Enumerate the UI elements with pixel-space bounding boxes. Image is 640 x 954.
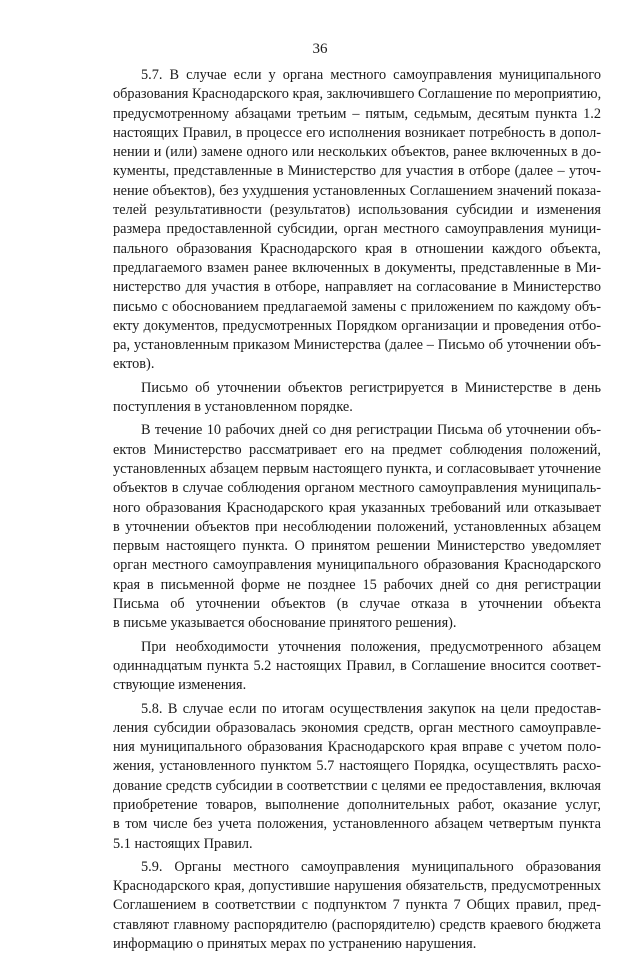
text-line: образования Краснодарского края, заключившего Соглашение по мероприятию, — [113, 86, 601, 103]
text-line: первым настоящего пункта. О принятом решении Министерство уведомляет — [113, 538, 601, 555]
text-line: екту документов, предусмотренных Порядком организации и проведения отбо- — [113, 317, 601, 334]
text-line: поступления в установленном порядке. — [113, 399, 353, 416]
text-line: 5.9. Органы местного самоуправления муниципального образования — [141, 858, 601, 875]
document-body — [113, 66, 601, 954]
text-line: телей результативности (результатов) использования субсидии и изменения — [113, 202, 601, 219]
text-line: Письма об уточнении объектов (в случае отказа в уточнении объекта — [113, 596, 601, 613]
text-line: дование средств субсидии в соответствии с целями ее предоставления, включая — [113, 777, 601, 794]
text-line: 5.8. В случае если по итогам осуществления закупок на цели предостав- — [141, 700, 601, 717]
text-line: объектов в случае соблюдения органом местного самоуправления муниципаль- — [113, 480, 601, 497]
text-line: нении и (или) замене одного или нескольких объектов, ранее включенных в до- — [113, 144, 601, 161]
text-line: ектов). — [113, 356, 155, 373]
text-line: ставляют главному распорядителю (распорядителю) средств краевого бюджета — [113, 916, 601, 933]
text-line: пального образования Краснодарского края в отношении каждого объекта, — [113, 240, 601, 257]
text-line: установленных абзацем первым настоящего пункта, и согласовывает уточнение — [113, 460, 601, 477]
text-line: размера предоставленной субсидии, орган местного самоуправления муници- — [113, 221, 601, 238]
text-line: нистерство для участия в отборе, направляет на согласование в Министерство — [113, 279, 601, 296]
text-line: ления субсидии образовалась экономия средств, орган местного самоуправле- — [113, 719, 601, 736]
text-line: В течение 10 рабочих дней со дня регистрации Письма об уточнении объ- — [141, 422, 601, 439]
text-line: предлагаемого взамен ранее включенных в документы, представленные в Ми- — [113, 259, 601, 276]
text-line: Соглашением в соответствии с подпунктом 7 пункта 7 Общих правил, пред- — [113, 897, 601, 914]
text-line: 5.1 настоящих Правил. — [113, 835, 253, 852]
paragraph — [113, 421, 601, 633]
paragraph — [113, 66, 601, 375]
text-line: информацию о принятых мерах по устранению нарушения. — [113, 936, 477, 953]
text-line: в уточнении объектов при несоблюдении положений, установленных абзацем — [113, 518, 601, 535]
text-line: орган местного самоуправления муниципального образования Краснодарского — [113, 557, 601, 574]
text-line: одиннадцатым пункта 5.2 настоящих Правил, в Соглашение вносится соответ- — [113, 657, 601, 674]
text-line: ния муниципального образования Краснодарского края вправе с учетом поло- — [113, 739, 601, 756]
text-line: в том числе без учета положения, установленного абзацем четвертым пункта — [113, 816, 601, 833]
text-line: ектов Министерство рассматривает его на предмет соблюдения положений, — [113, 441, 601, 458]
text-line: в письме указывается обоснование принятого решения). — [113, 615, 457, 632]
text-line: края в письменной форме не позднее 15 рабочих дней со дня регистрации — [113, 576, 601, 593]
text-line: ного образования Краснодарского края указанных требований или отказывает — [113, 499, 601, 516]
paragraph — [113, 700, 601, 854]
text-line: кументы, представленные в Министерство для участия в отборе (далее – уточ- — [113, 163, 601, 180]
page-number: 36 — [312, 41, 328, 57]
text-line: Краснодарского края, допустившие нарушения обязательств, предусмотренных — [113, 878, 601, 895]
paragraph — [113, 638, 601, 696]
text-line: 5.7. В случае если у органа местного самоуправления муниципального — [141, 67, 601, 83]
text-line: При необходимости уточнения положения, предусмотренного абзацем — [141, 638, 601, 655]
paragraph — [113, 858, 601, 954]
text-line: ра, установленным приказом Министерства (далее – Письмо об уточнении объ- — [113, 337, 601, 354]
text-line: предусмотренному абзацами третьим – пятым, седьмым, десятым пункта 1.2 — [113, 105, 601, 122]
text-line: приобретение товаров, выполнение дополнительных работ, оказание услуг, — [113, 796, 601, 813]
text-line: письмо с обоснованием предлагаемой замены с приложением по каждому объ- — [113, 298, 601, 315]
text-line: настоящих Правил, в процессе его исполнения возникает потребность в допол- — [113, 124, 601, 141]
paragraph — [113, 379, 601, 418]
text-line: нение объектов), без ухудшения установленных Соглашением значений показа- — [113, 182, 601, 199]
text-line: Письмо об уточнении объектов регистрируется в Министерстве в день — [141, 379, 601, 396]
text-line: жения, установленного пунктом 5.7 настоящего Порядка, осуществлять расхо- — [113, 758, 601, 775]
text-line: ствующие изменения. — [113, 677, 247, 694]
